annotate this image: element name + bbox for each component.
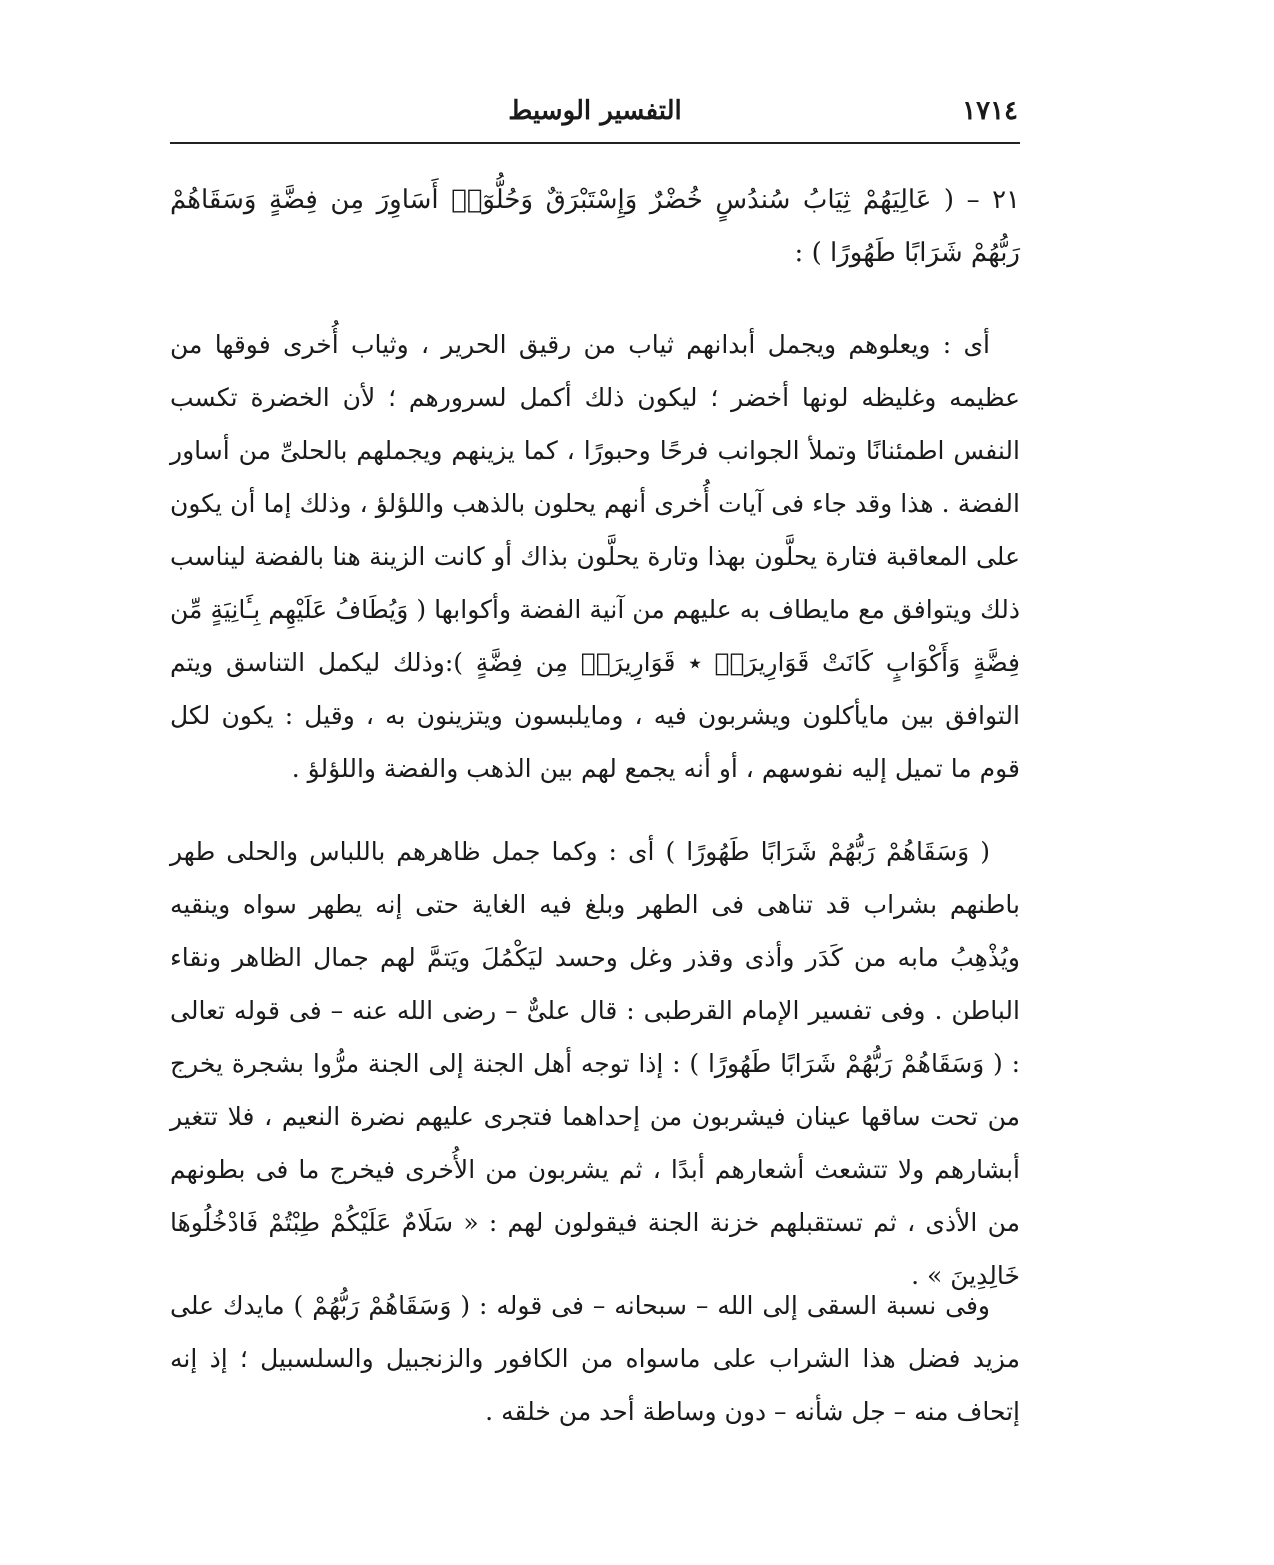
verse-block <box>170 174 1020 280</box>
running-title: التفسير الوسيط <box>508 96 682 126</box>
verse-text: ( عَالِيَهُمْ ثِيَابُ سُندُسٍ خُضْرٌ وَإِسْتَبْرَقٌ وَحُلُّوٓا۟ أَسَاوِرَ مِن فِضَّةٍ وَسَقَاهُمْ رَبُّهُمْ شَرَابًا طَهُورًا ) : <box>170 185 1020 268</box>
commentary-paragraph <box>170 318 1020 795</box>
page-number: ١٧١٤ <box>962 96 1018 126</box>
page-header <box>170 92 1020 136</box>
paragraph-text: أى : ويعلوهم ويجمل أبدانهم ثياب من رقيق الحرير ، وثياب أُخرى فوقها من عظيمه وغليظه لونها أخضر ؛ ليكون ذلك أكمل لسرورهم ؛ لأن الخضرة تكسب النفس اطمئنانًا وتملأ الجوانب فرحًا وحبورًا ، كما يزينهم ويجملهم بالحلىِّ من أساور الفضة . هذا وقد جاء فى آيات أُخرى أنهم يحلون بالذهب واللؤلؤ ، وذلك إما أن يكون على المعاقبة فتارة يحلَّون بهذا وتارة يحلَّون بذاك أو كانت الزينة هنا بالفضة ليناسب ذلك ويتوافق مع مايطاف به عليهم من آنية الفضة وأكوابها ( وَيُطَافُ عَلَيْهِم بِـَٔانِيَةٍ مِّن فِضَّةٍ وَأَكْوَابٍ كَانَتْ قَوَارِيرَا۠ ٭ قَوَارِيرَا۟ مِن فِضَّةٍ ):وذلك ليكمل التناسق ويتم التوافق بين مايأكلون ويشربون فيه ، ومايلبسون ويتزينون به ، وقيل : يكون لكل قوم ما تميل إليه نفوسهم ، أو أنه يجمع لهم بين الذهب والفضة واللؤلؤ . <box>170 330 1020 783</box>
header-rule <box>170 142 1020 144</box>
commentary-paragraph <box>170 825 1020 1302</box>
paragraph-text: وفى نسبة السقى إلى الله – سبحانه – فى قوله : ( وَسَقَاهُمْ رَبُّهُمْ ) مايدك على مزيد فضل هذا الشراب على ماسواه من الكافور والزنجبيل والسلسبيل ؛ إذ إنه إتحاف منه – جل شأنه – دون وساطة أحد من خلقه . <box>170 1291 1020 1426</box>
commentary-paragraph <box>170 1279 1020 1438</box>
verse-number: ٢١ – <box>966 185 1021 215</box>
paragraph-text: ( وَسَقَاهُمْ رَبُّهُمْ شَرَابًا طَهُورًا ) أى : وكما جمل ظاهرهم باللباس والحلى طهر باطنهم بشراب قد تناهى فى الطهر وبلغ فيه الغاية حتى إنه يطهر سواه وينقيه ويُذْهِبُ مابه من كَدَر وأذى وقذر وغل وحسد ليَكْمُلَ ويَتمَّ لهم جمال الظاهر ونقاء الباطن . وفى تفسير الإمام القرطبى : قال علىٌّ – رضى الله عنه – فى قوله تعالى : ( وَسَقَاهُمْ رَبُّهُمْ شَرَابًا طَهُورًا ) : إذا توجه أهل الجنة إلى الجنة مرُّوا بشجرة يخرج من تحت ساقها عينان فيشربون من إحداهما فتجرى عليهم نضرة النعيم ، فلا تتغير أبشارهم ولا تتشعث أشعارهم أبدًا ، ثم يشربون من الأُخرى فيخرج ما فى بطونهم من الأذى ، ثم تستقبلهم خزنة الجنة فيقولون لهم : « سَلَامٌ عَلَيْكُمْ طِبْتُمْ فَادْخُلُوهَا خَالِدِينَ » . <box>170 837 1020 1290</box>
